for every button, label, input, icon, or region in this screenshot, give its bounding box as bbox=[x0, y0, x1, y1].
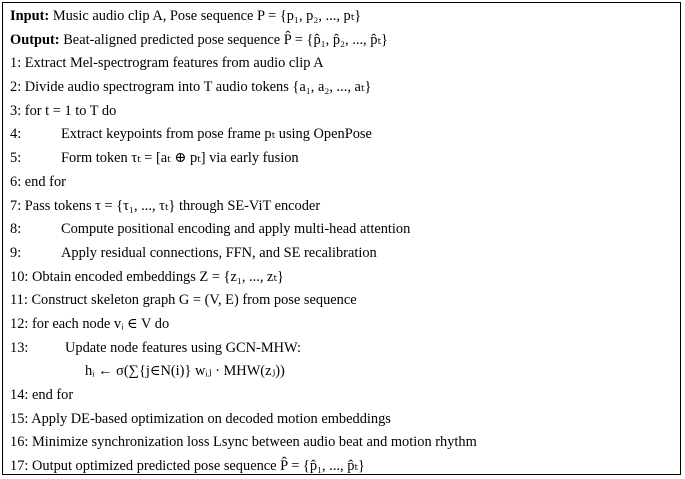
step-4-text: Extract keypoints from pose frame pₜ using OpenPose bbox=[61, 126, 372, 142]
input-text: Music audio clip A, Pose sequence P = {p₁, p₂, ..., pₜ} bbox=[52, 8, 362, 24]
step-12: 12: for each node vᵢ ∈ V do bbox=[10, 316, 170, 332]
step-5-number: 5: bbox=[10, 150, 22, 166]
step-6: 6: end for bbox=[10, 174, 66, 190]
step-9-number: 9: bbox=[10, 245, 22, 261]
step-13-number: 13: bbox=[10, 340, 29, 356]
step-13-text: Update node features using GCN-MHW: bbox=[65, 340, 302, 356]
step-3: 3: for t = 1 to T do bbox=[10, 103, 117, 119]
step-16: 16: Minimize synchronization loss Lsync between audio beat and motion rhythm bbox=[10, 434, 477, 450]
step-8-number: 8: bbox=[10, 221, 22, 237]
step-11: 11: Construct skeleton graph G = (V, E) from pose sequence bbox=[10, 292, 357, 308]
step-2: 2: Divide audio spectrogram into T audio tokens {a₁, a₂, ..., aₜ} bbox=[10, 79, 372, 95]
step-7: 7: Pass tokens τ = {τ₁, ..., τₜ} through SE-ViT encoder bbox=[10, 198, 321, 214]
step-14: 14: end for bbox=[10, 387, 74, 403]
algorithm-box bbox=[2, 2, 681, 475]
step-4-number: 4: bbox=[10, 126, 22, 142]
output-label: Output: bbox=[10, 32, 60, 48]
step-5-text: Form token τₜ = [aₜ ⊕ pₜ] via early fusion bbox=[61, 150, 299, 166]
step-10: 10: Obtain encoded embeddings Z = {z₁, ..., zₜ} bbox=[10, 269, 284, 285]
algorithm-input bbox=[10, 7, 361, 25]
algorithm-output bbox=[10, 31, 388, 49]
step-9-text: Apply residual connections, FFN, and SE recalibration bbox=[61, 245, 377, 261]
step-17: 17: Output optimized predicted pose sequence P̂ = {p̂₁, ..., p̂ₜ} bbox=[10, 458, 365, 474]
step-1: 1: Extract Mel-spectrogram features from audio clip A bbox=[10, 55, 324, 71]
step-8-text: Compute positional encoding and apply multi-head attention bbox=[61, 221, 411, 237]
step-13-formula: hᵢ ← σ(∑{j∈N(i)} wᵢⱼ · MHW(zⱼ)) bbox=[85, 363, 285, 379]
input-label: Input: bbox=[10, 8, 50, 24]
step-15: 15: Apply DE-based optimization on decoded motion embeddings bbox=[10, 411, 391, 427]
output-text: Beat-aligned predicted pose sequence P̂ = {p̂₁, p̂₂, ..., p̂ₜ} bbox=[63, 32, 388, 48]
